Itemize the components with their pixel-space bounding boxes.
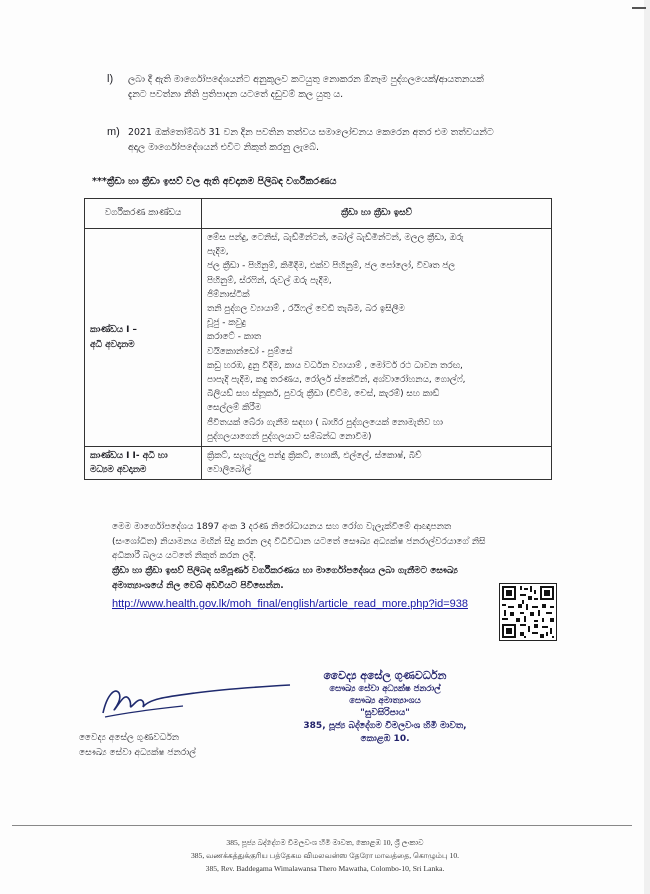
- handwritten-signature: [85, 673, 295, 728]
- paragraph-m: [107, 125, 120, 140]
- sport-line: වොලිබෝල්: [207, 465, 252, 476]
- table-title: ***ක්‍රීඩා හා ක්‍රීඩා ඉසව් වල ඇති අවදානම පිලිබඳ වර්ගීකරණය: [92, 176, 337, 187]
- stamp-line: වෛද්‍ය අසේල ගුණවර්ධන: [323, 669, 447, 682]
- sport-line: චූජු - කවුදු: [207, 318, 246, 329]
- sport-line: පුද්ගලයාගෙන් පුද්ගලයාට සම්බන්ධ නොවීම): [207, 431, 372, 442]
- table-header: වර්ගීකරණ කාණ්ඩය: [85, 199, 202, 229]
- text-line: අමාත්‍යාංශයේ නිල වෙබ් අඩවියට පිවිසෙන්න.: [112, 580, 284, 591]
- footer-line: 385, வணக்கத்துக்குரிய பத்தேகம விமலவன்ஸ தேரோ மாவத்தை, கொழும்பு 10.: [190, 851, 460, 860]
- paragraph-l: [107, 72, 113, 87]
- corner-mark: [632, 7, 646, 9]
- footer-divider: [12, 825, 632, 826]
- paragraph-l-marker: l): [107, 73, 114, 85]
- sport-line: වයිකොන්ඩෝ - පුම්සේ: [207, 346, 293, 357]
- sport-line: තනි පුද්ගල ව්‍යායාම් , රයිෆල් වෙඩි තැබීම, බර ඉසිලීම: [207, 304, 405, 315]
- sport-line: ක්‍රිකට්, සැහැල්ලු පන්දු ක්‍රිකට්, හොකී, එල්ලේ, ස්කොෂ්, බීච්: [207, 451, 422, 462]
- text-line: දැනට පවත්නා නීති ප්‍රතිපාදන යටතේ දඩුවම් කල යුතු ය.: [128, 89, 344, 100]
- table-row: [85, 229, 552, 447]
- text-line: 2021 ඔක්තෝම්බර් 31 වන දින පවතින තත්වය සමාලෝචනය කෙරෙන අතර එම තත්වයන්ට: [128, 127, 494, 138]
- category-line: කාණ්ඩය I I- අධි හා: [90, 451, 168, 462]
- category-line: අධි අවදානම: [90, 339, 135, 350]
- category-line: මධ්‍යම අවදානම: [90, 465, 147, 476]
- sport-line: සෙල්ලම් කිරීම: [207, 403, 262, 414]
- category-cell: [85, 229, 202, 447]
- category-line: කාණ්ඩය I –: [90, 325, 137, 336]
- sport-line: පැදීම,: [207, 247, 229, 258]
- table-header: ක්‍රීඩා හා ක්‍රීඩා ඉසව්: [202, 199, 552, 229]
- text-line: මෙම මාර්ගෝපදේශය 1897 අංක 3 දරණ නිරෝධායනය සහ රෝග වැලැක්වීමේ ආඥාපනත: [112, 522, 452, 532]
- category-cell: [85, 447, 202, 480]
- sport-line: ජල ක්‍රීඩා - පිහිනුම්, කිමිදීම, එක්ව පිහිනුම්, ජල පෝලෝ, විවෘත ජල: [207, 261, 456, 272]
- paragraph-l-text: [128, 72, 558, 102]
- qr-code[interactable]: [499, 583, 557, 641]
- stamp-line: සෞඛ්‍ය අමාත්‍යාංශය: [349, 696, 421, 706]
- signatory-name: වෛද්‍ය අසේල ගුණවර්ධන: [79, 733, 180, 743]
- sports-cell: [202, 447, 552, 480]
- stamp-line: "සුවසිරිපාය": [360, 708, 410, 718]
- text-line: අධිකාරී බලය යටතේ නිකුත් කරන ලදී.: [112, 551, 257, 562]
- official-stamp: [290, 668, 480, 746]
- paragraph-website: [112, 564, 552, 593]
- text-line: ලබා දී ඇති මාර්ගෝපදේශයන්ට අනුකූලව කටයුතු නොකරන ඕනෑම පුද්ගලයෙක්/ආයතනයක්: [128, 74, 484, 85]
- sport-line: මේස පන්දු, ටෙනිස්, බැඩ්මින්ටන්, බෝල් බැඩ්මින්ටන්, මලල ක්‍රීඩා, ඔරු: [207, 233, 464, 243]
- qr-code-icon: [500, 584, 556, 640]
- stamp-line: 385, පූජ්‍ය බද්දේගම විමලවංශ හිමි මාවත,: [303, 721, 467, 731]
- text-line: අදාල මාර්ගෝපදේශයන් එවිට නිකුත් කරනු ලැබේ.: [128, 142, 319, 153]
- sport-line: පාපැදි පැදීම, කඳු තරණය, රෝලර් ස්කේටින්, අශ්වාරෝහනය, ගොල්ෆ්,: [207, 375, 466, 386]
- page-edge: [644, 0, 650, 894]
- stamp-line: සෞඛ්‍ය සේවා අධ්‍යක්ෂ ජනරාල්: [329, 684, 441, 694]
- sport-line: පිහිනුම්, ස්රෆින්, රුවල් ඔරු පැදීම,: [207, 275, 332, 286]
- health-website-link[interactable]: http://www.health.gov.lk/moh_final/english/article_read_more.php?id=938: [112, 598, 468, 610]
- footer-line: 385, පූජ්‍ය බද්දේගම විමලවංශ හිමි මාවත, කොළඹ 10, ශ්‍රී ලංකාව: [226, 838, 424, 847]
- text-line: ක්‍රීඩා හා ක්‍රීඩා ඉසව් පිලිබඳ සම්පූර්ණ වර්ගීකරණය හා මාර්ගෝපදේශය ලබා ගැනීමට සෞඛ්‍ය: [112, 566, 458, 576]
- paragraph-m-text: [128, 125, 558, 155]
- paragraph-m-marker: m): [107, 126, 120, 138]
- table-header-row: [85, 199, 552, 229]
- text-line: (සංශෝධිත) නියාමනය මඟින් සිදු කරන ලද විධිවිධාන යටතේ සෞඛ්‍ය අධ්‍යක්ෂ ජනරාල්වරයාගේ නිසි: [112, 536, 486, 547]
- sport-line: ජිම්නාස්ටික්: [207, 289, 250, 300]
- sport-line: බිලියඩ් සහ ස්නූකර්, පුවරු ක්‍රීඩා (චීට්ම, චෙස්, කැරම්) සහ කාඩ්: [207, 389, 440, 400]
- stamp-line: කොළඹ 10.: [360, 734, 410, 744]
- sports-cell: [202, 229, 552, 447]
- classification-table: [84, 198, 552, 480]
- sport-line: ජීවිතයක් බේරා ගැනීම සඳහා ( බාහිර පුද්ගලයෙක් නොමැතිව හා: [207, 417, 443, 428]
- footer-line: 385, Rev. Baddegama Wimalawansa Thero Mawatha, Colombo-10, Sri Lanka.: [205, 864, 445, 873]
- table-row: [85, 447, 552, 480]
- signatory-title: සෞඛ්‍ය සේවා අධ්‍යක්ෂ ජනරාල්: [79, 748, 197, 758]
- paragraph-regulation: [112, 520, 552, 564]
- sport-line: කරාටේ - කාත: [207, 332, 262, 343]
- sport-line: කඩු හරඹ, දුනු විදීම, කාය වර්ධන ව්‍යායාම් , මෝටර් රථ ධාවන තරඟ,: [207, 360, 463, 371]
